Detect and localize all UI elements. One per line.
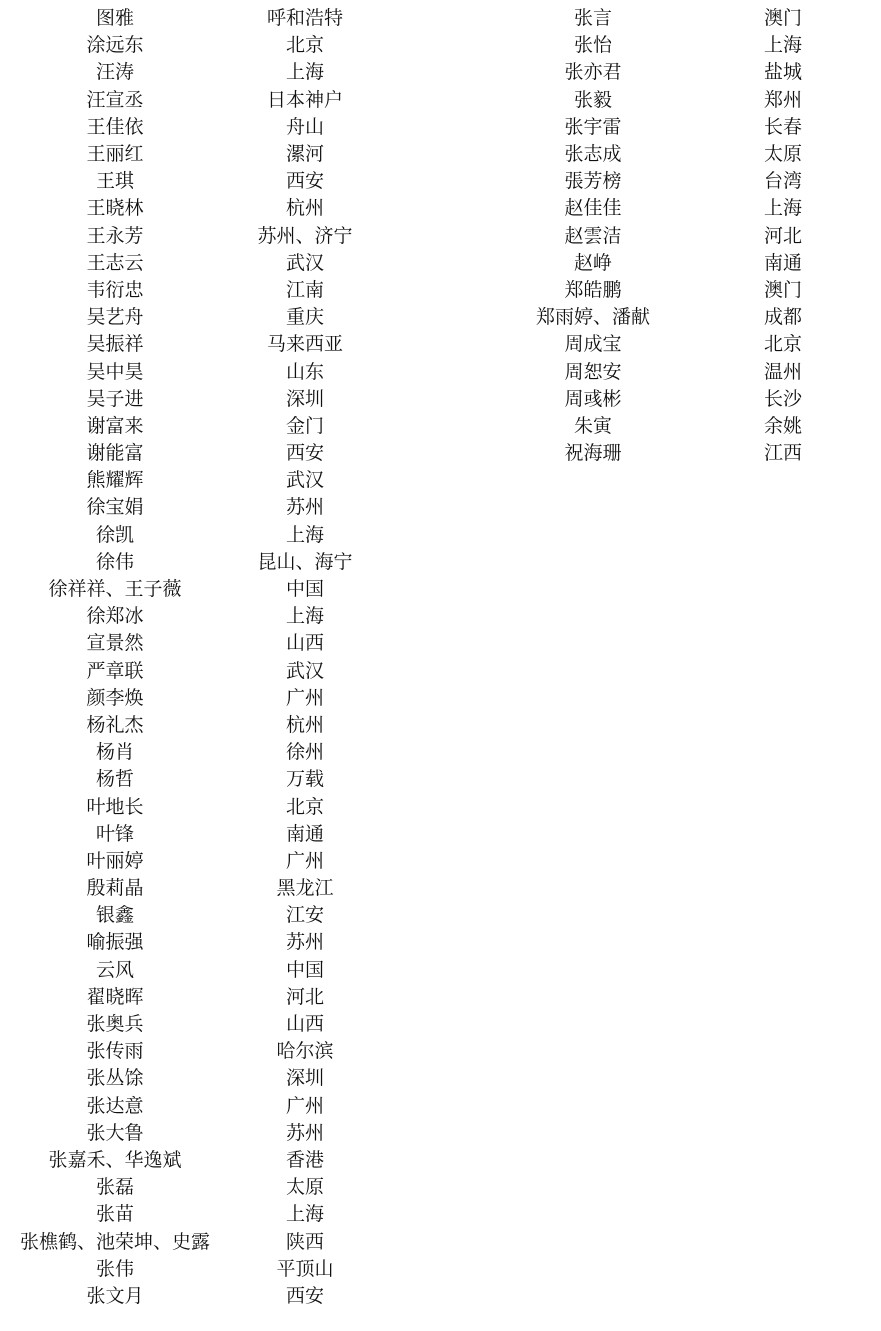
- donor-location: 上海: [763, 34, 802, 57]
- donor-name: 图雅: [95, 7, 134, 30]
- left-name-list: [0, 5, 380, 1310]
- donor-name: 张怡: [573, 34, 612, 57]
- donor-name: 張芳榜: [564, 170, 622, 193]
- list-item: [0, 1065, 380, 1092]
- donor-name: 张志成: [564, 143, 622, 166]
- donor-location: 苏州: [285, 496, 324, 519]
- list-item: [493, 168, 873, 195]
- list-item: [0, 413, 380, 440]
- list-item: [0, 331, 380, 358]
- donor-location: 深圳: [285, 387, 324, 410]
- donor-name: 郑雨婷、潘献: [535, 306, 650, 329]
- list-item: [0, 87, 380, 114]
- donor-location: 杭州: [285, 197, 324, 220]
- donor-location: 南通: [763, 251, 802, 274]
- donor-name: 赵峥: [573, 251, 612, 274]
- list-item: [0, 1120, 380, 1147]
- donor-name: 叶锋: [95, 822, 134, 845]
- right-name-list: [493, 5, 873, 467]
- list-item: [493, 223, 873, 250]
- list-item: [493, 5, 873, 32]
- donor-location: 广州: [285, 686, 324, 709]
- donor-location: 北京: [763, 333, 802, 356]
- donor-name: 杨哲: [95, 768, 134, 791]
- donor-location: 呼和浩特: [266, 7, 343, 30]
- donor-location: 黑龙江: [276, 877, 334, 900]
- donor-location: 南通: [285, 822, 324, 845]
- list-item: [0, 223, 380, 250]
- donor-location: 舟山: [285, 115, 324, 138]
- donor-name: 张樵鹤、池荣坤、史露: [19, 1230, 210, 1253]
- donor-location: 上海: [285, 523, 324, 546]
- list-item: [0, 984, 380, 1011]
- donor-name: 严章联: [86, 659, 144, 682]
- list-item: [493, 59, 873, 86]
- donor-location: 武汉: [285, 251, 324, 274]
- list-item: [0, 467, 380, 494]
- donor-name: 王志云: [86, 251, 144, 274]
- donor-name: 张苗: [95, 1203, 134, 1226]
- donor-name: 周彧彬: [564, 387, 622, 410]
- donor-location: 山东: [285, 360, 324, 383]
- list-item: [0, 1228, 380, 1255]
- donor-name: 张宇雷: [564, 115, 622, 138]
- donor-location: 苏州、济宁: [257, 224, 353, 247]
- donor-location: 澳门: [763, 7, 802, 30]
- list-item: [0, 1201, 380, 1228]
- donor-name: 叶丽婷: [86, 849, 144, 872]
- donor-name: 张丛馀: [86, 1067, 144, 1090]
- list-item: [0, 32, 380, 59]
- donor-name: 张嘉禾、华逸斌: [48, 1148, 182, 1171]
- donor-location: 河北: [763, 224, 802, 247]
- donor-name: 徐郑冰: [86, 605, 144, 628]
- donor-name: 周成宝: [564, 333, 622, 356]
- donor-name: 吴中昊: [86, 360, 144, 383]
- list-item: [0, 1283, 380, 1310]
- donor-location: 北京: [285, 795, 324, 818]
- donor-location: 北京: [285, 34, 324, 57]
- donor-location: 中国: [285, 578, 324, 601]
- list-item: [0, 195, 380, 222]
- donor-location: 杭州: [285, 713, 324, 736]
- list-item: [0, 522, 380, 549]
- donor-location: 上海: [285, 605, 324, 628]
- list-item: [0, 250, 380, 277]
- donor-name: 朱寅: [573, 414, 612, 437]
- donor-location: 郑州: [763, 88, 802, 111]
- donor-name: 周恕安: [564, 360, 622, 383]
- donor-location: 武汉: [285, 469, 324, 492]
- list-item: [0, 821, 380, 848]
- donor-name: 杨肖: [95, 741, 134, 764]
- donor-name: 杨礼杰: [86, 713, 144, 736]
- donor-location: 成都: [763, 306, 802, 329]
- donor-name: 王佳依: [86, 115, 144, 138]
- donor-location: 万载: [285, 768, 324, 791]
- list-item: [0, 358, 380, 385]
- list-item: [0, 1174, 380, 1201]
- donor-name: 汪宣丞: [86, 88, 144, 111]
- list-item: [493, 440, 873, 467]
- donor-location: 太原: [285, 1176, 324, 1199]
- donor-name: 吴振祥: [86, 333, 144, 356]
- donor-location: 江西: [763, 442, 802, 465]
- list-item: [0, 576, 380, 603]
- list-item: [0, 630, 380, 657]
- donor-location: 武汉: [285, 659, 324, 682]
- list-item: [0, 1038, 380, 1065]
- list-item: [493, 386, 873, 413]
- donor-location: 陕西: [285, 1230, 324, 1253]
- donor-location: 上海: [763, 197, 802, 220]
- list-item: [0, 59, 380, 86]
- donor-location: 山西: [285, 632, 324, 655]
- donor-location: 中国: [285, 958, 324, 981]
- donor-name: 徐凯: [95, 523, 134, 546]
- donor-name: 徐宝娟: [86, 496, 144, 519]
- donor-location: 重庆: [285, 306, 324, 329]
- donor-name: 张伟: [95, 1257, 134, 1280]
- list-item: [0, 168, 380, 195]
- donor-location: 河北: [285, 985, 324, 1008]
- list-item: [0, 304, 380, 331]
- donor-name: 张奥兵: [86, 1013, 144, 1036]
- donor-location: 西安: [285, 442, 324, 465]
- list-item: [493, 195, 873, 222]
- list-item: [0, 440, 380, 467]
- donor-name: 徐伟: [95, 550, 134, 573]
- list-item: [0, 549, 380, 576]
- donor-name: 韦衍忠: [86, 278, 144, 301]
- donor-location: 深圳: [285, 1067, 324, 1090]
- donor-name: 汪涛: [95, 61, 134, 84]
- donor-name: 吴艺舟: [86, 306, 144, 329]
- donor-location: 日本神户: [266, 88, 343, 111]
- list-item: [493, 114, 873, 141]
- donor-location: 漯河: [285, 143, 324, 166]
- list-item: [493, 331, 873, 358]
- donor-location: 昆山、海宁: [257, 550, 353, 573]
- donor-location: 哈尔滨: [276, 1040, 334, 1063]
- donor-location: 温州: [763, 360, 802, 383]
- donor-location: 香港: [285, 1148, 324, 1171]
- list-item: [0, 766, 380, 793]
- donor-name: 吴子进: [86, 387, 144, 410]
- donor-location: 苏州: [285, 1121, 324, 1144]
- donor-location: 徐州: [285, 741, 324, 764]
- donor-name: 张达意: [86, 1094, 144, 1117]
- donor-name: 殷莉晶: [86, 877, 144, 900]
- list-item: [0, 712, 380, 739]
- list-item: [493, 32, 873, 59]
- list-item: [0, 1256, 380, 1283]
- donor-name: 谢富来: [86, 414, 144, 437]
- donor-location: 西安: [285, 1284, 324, 1307]
- donor-name: 银鑫: [95, 904, 134, 927]
- list-item: [493, 304, 873, 331]
- donor-location: 太原: [763, 143, 802, 166]
- donor-location: 长春: [763, 115, 802, 138]
- donor-location: 长沙: [763, 387, 802, 410]
- donor-name: 张大鲁: [86, 1121, 144, 1144]
- donor-location: 余姚: [763, 414, 802, 437]
- list-item: [0, 739, 380, 766]
- donor-name: 王永芳: [86, 224, 144, 247]
- list-item: [0, 929, 380, 956]
- donor-name: 翟晓晖: [86, 985, 144, 1008]
- donor-location: 苏州: [285, 931, 324, 954]
- list-item: [493, 250, 873, 277]
- donor-name: 徐祥祥、王子薇: [48, 578, 182, 601]
- list-item: [0, 141, 380, 168]
- list-item: [0, 1011, 380, 1038]
- donor-name: 宣景然: [86, 632, 144, 655]
- donor-name: 张亦君: [564, 61, 622, 84]
- list-item: [493, 87, 873, 114]
- donor-name: 张言: [573, 7, 612, 30]
- donor-location: 江南: [285, 278, 324, 301]
- donor-name: 张毅: [573, 88, 612, 111]
- list-item: [0, 685, 380, 712]
- list-item: [493, 141, 873, 168]
- donor-name: 王琪: [95, 170, 134, 193]
- donor-name: 喻振强: [86, 931, 144, 954]
- donor-name: 谢能富: [86, 442, 144, 465]
- donor-location: 上海: [285, 1203, 324, 1226]
- donor-name: 郑皓鹏: [564, 278, 622, 301]
- list-item: [0, 277, 380, 304]
- list-item: [493, 358, 873, 385]
- donor-location: 山西: [285, 1013, 324, 1036]
- donor-name: 王晓林: [86, 197, 144, 220]
- list-item: [0, 1147, 380, 1174]
- donor-name: 祝海珊: [564, 442, 622, 465]
- donor-name: 熊耀辉: [86, 469, 144, 492]
- donor-name: 赵佳佳: [564, 197, 622, 220]
- donor-location: 上海: [285, 61, 324, 84]
- donor-location: 平顶山: [276, 1257, 334, 1280]
- donor-name: 叶地长: [86, 795, 144, 818]
- donor-location: 广州: [285, 1094, 324, 1117]
- donor-location: 马来西亚: [266, 333, 343, 356]
- list-item: [0, 1093, 380, 1120]
- donor-location: 金门: [285, 414, 324, 437]
- list-item: [0, 114, 380, 141]
- list-item: [0, 848, 380, 875]
- donor-location: 澳门: [763, 278, 802, 301]
- list-item: [0, 902, 380, 929]
- list-item: [0, 793, 380, 820]
- donor-name: 王丽红: [86, 143, 144, 166]
- donor-name: 颜李焕: [86, 686, 144, 709]
- donor-name: 张传雨: [86, 1040, 144, 1063]
- list-item: [0, 386, 380, 413]
- donor-name: 赵雲洁: [564, 224, 622, 247]
- donor-location: 西安: [285, 170, 324, 193]
- list-item: [0, 603, 380, 630]
- donor-name: 涂远东: [86, 34, 144, 57]
- list-item: [0, 494, 380, 521]
- donor-location: 江安: [285, 904, 324, 927]
- list-item: [493, 277, 873, 304]
- donor-location: 广州: [285, 849, 324, 872]
- list-item: [0, 957, 380, 984]
- list-item: [0, 875, 380, 902]
- list-item: [0, 5, 380, 32]
- donor-location: 盐城: [763, 61, 802, 84]
- donor-name: 张文月: [86, 1284, 144, 1307]
- list-item: [493, 413, 873, 440]
- list-item: [0, 658, 380, 685]
- donor-location: 台湾: [763, 170, 802, 193]
- donor-name: 云风: [95, 958, 134, 981]
- donor-name: 张磊: [95, 1176, 134, 1199]
